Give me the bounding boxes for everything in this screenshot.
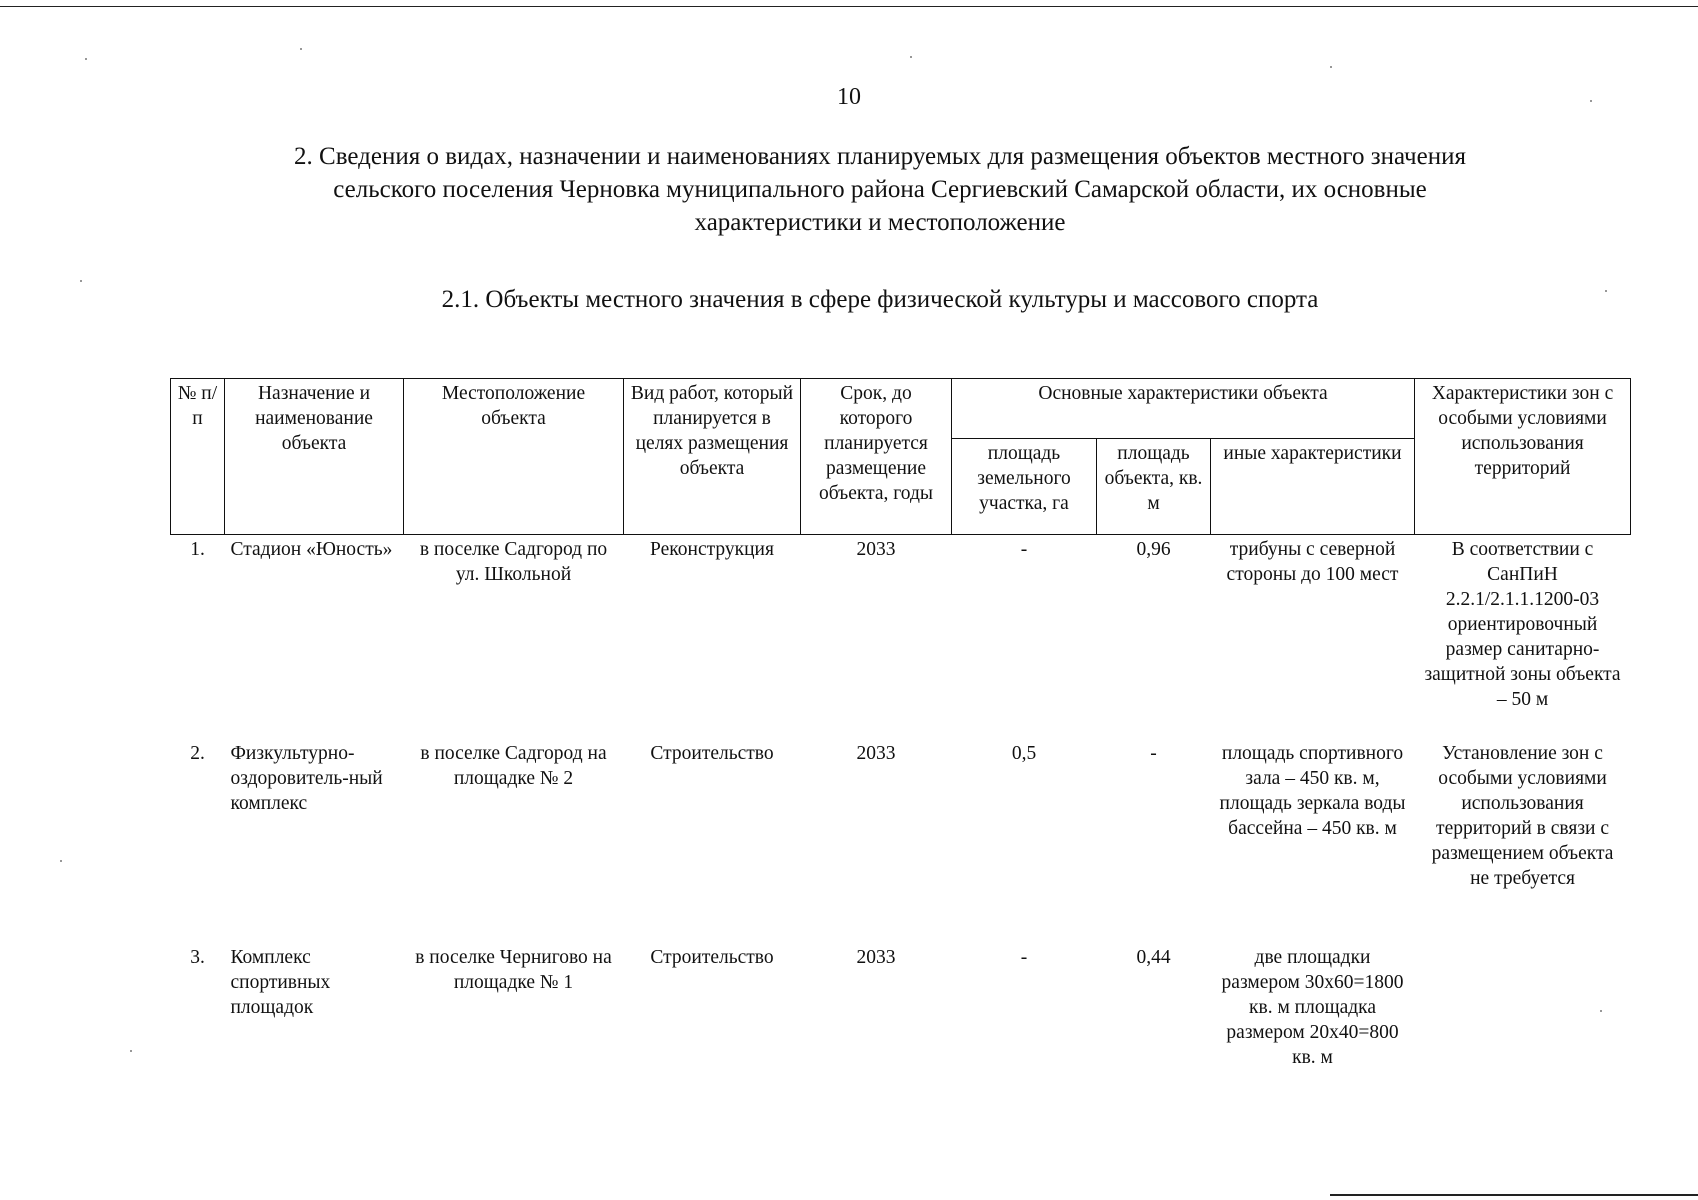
subsection-title: 2.1. Объекты местного значения в сфере физической культуры и массового спорта (441, 286, 1319, 313)
cell-object-area: 0,96 (1136, 539, 1171, 560)
cell-num: 2. (190, 743, 205, 764)
scan-speck (300, 48, 302, 50)
table-row (171, 943, 1631, 1107)
table-row (171, 739, 1631, 943)
scan-speck (1330, 66, 1332, 68)
cell-object-area: 0,44 (1136, 947, 1171, 968)
cell-other: площадь спортивного зала – 450 кв. м, площадь зеркала воды бассейна – 450 кв. м (1219, 743, 1406, 839)
bottom-border-rule (1330, 1194, 1698, 1196)
cell-work-type: Строительство (650, 947, 774, 968)
page-number: 10 (837, 84, 861, 110)
section-title-line: сельского поселения Черновка муниципального района Сергиевский Самарской области, их основные (333, 176, 1427, 203)
cell-zones: В соответствии с СанПиН 2.2.1/2.1.1.1200-03 ориентировочный размер санитарно-защитной зоны объекта – 50 м (1424, 539, 1621, 710)
cell-num: 1. (190, 539, 205, 560)
cell-location: в поселке Садгород по ул. Школьной (419, 539, 608, 585)
cell-land-area: - (1020, 539, 1028, 560)
cell-name: Стадион «Юность» (230, 539, 393, 560)
cell-work-type: Строительство (650, 743, 774, 764)
cell-other: трибуны с северной стороны до 100 мест (1226, 539, 1399, 585)
header-deadline: Срок, до которого планируется размещение объекта, годы (801, 379, 952, 535)
cell-other: две площадки размером 30х60=1800 кв. м площадка размером 20х40=800 кв. м (1221, 947, 1404, 1068)
header-location: Местоположение объекта (404, 379, 624, 535)
cell-location: в поселке Садгород на площадке № 2 (420, 743, 607, 789)
header-object-area: площадь объекта, кв. м (1097, 439, 1211, 535)
header-other: иные характеристики (1211, 439, 1415, 535)
scan-speck (60, 860, 62, 862)
cell-work-type: Реконструкция (650, 539, 774, 560)
cell-land-area: 0,5 (1011, 743, 1037, 764)
table-header-row (171, 379, 1631, 439)
table-row (171, 535, 1631, 740)
section-title-line: 2. Сведения о видах, назначении и наименованиях планируемых для размещения объектов местного значения (294, 143, 1466, 170)
cell-location: в поселке Чернигово на площадке № 1 (415, 947, 612, 993)
section-title-line: характеристики и местоположение (694, 209, 1066, 236)
scan-speck (1605, 290, 1607, 292)
scan-speck (130, 1050, 132, 1052)
cell-land-area: - (1020, 947, 1028, 968)
header-main-characteristics: Основные характеристики объекта (952, 379, 1415, 439)
cell-name: Комплекс спортивных площадок (230, 947, 331, 1018)
objects-table (170, 378, 1631, 1107)
scan-speck (910, 56, 912, 58)
scan-speck (85, 58, 87, 60)
cell-object-area: - (1150, 743, 1157, 764)
header-land-area: площадь земельного участка, га (952, 439, 1097, 535)
top-border-rule (0, 6, 1698, 7)
cell-deadline: 2033 (856, 539, 896, 560)
header-name: Назначение и наименование объекта (225, 379, 404, 535)
scan-speck (80, 280, 82, 282)
cell-num: 3. (190, 947, 205, 968)
header-work-type: Вид работ, который планируется в целях размещения объекта (624, 379, 801, 535)
header-zones: Характеристики зон с особыми условиями использования территорий (1415, 379, 1631, 535)
cell-zones: Установление зон с особыми условиями использования территорий в связи с размещением объекта не требуется (1431, 743, 1614, 889)
header-num: № п/п (171, 379, 225, 535)
cell-deadline: 2033 (856, 743, 896, 764)
cell-name: Физкультурно-оздоровитель-ный комплекс (230, 743, 383, 814)
section-title (190, 140, 1570, 239)
cell-deadline: 2033 (856, 947, 896, 968)
cell-zones (1415, 943, 1631, 1107)
